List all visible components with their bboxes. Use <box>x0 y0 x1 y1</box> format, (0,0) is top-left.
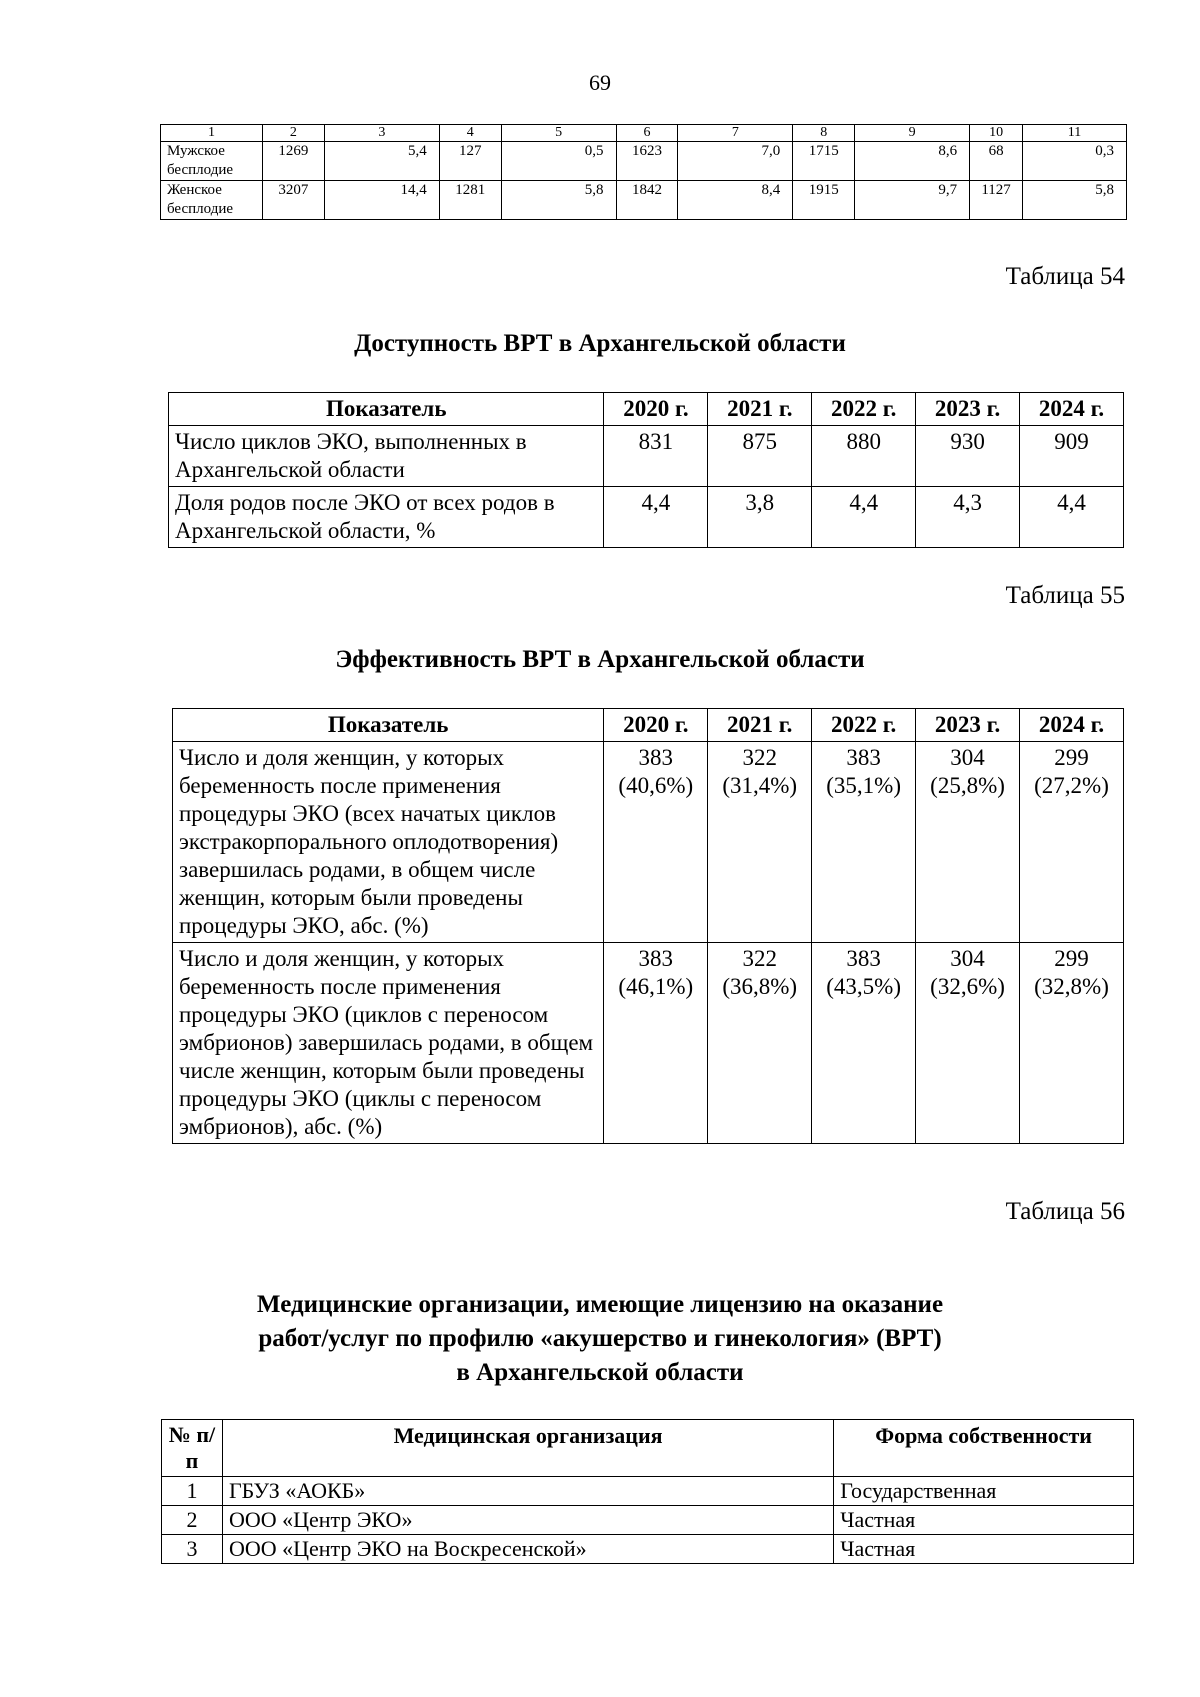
column-header: 2021 г. <box>708 709 812 742</box>
column-header: 2020 г. <box>604 393 708 426</box>
column-header: 2021 г. <box>708 393 812 426</box>
continuation-table <box>160 124 1127 220</box>
table-row <box>161 181 1127 220</box>
table-row <box>169 426 1124 487</box>
table-cell: 8,6 <box>855 142 970 181</box>
abs-value: 383 <box>638 745 674 770</box>
table-56 <box>161 1419 1134 1564</box>
abs-value: 383 <box>846 946 881 971</box>
table-row <box>162 1506 1134 1535</box>
value-cell <box>708 742 812 943</box>
column-number: 10 <box>970 125 1023 142</box>
row-number: 1 <box>162 1477 223 1506</box>
row-number: 3 <box>162 1535 223 1564</box>
ownership-cell: Частная <box>834 1535 1134 1564</box>
table-cell: 7,0 <box>678 142 793 181</box>
table-row <box>161 142 1127 181</box>
column-header: 2022 г. <box>812 709 916 742</box>
column-header: 2022 г. <box>812 393 916 426</box>
indicator-cell: Число и доля женщин, у которых беременность после применения процедуры ЭКО (всех начатых циклов экстракорпорального оплодотворения) завершилась родами, в общем числе женщин, которым были проведены процедуры ЭКО, абс. (%) <box>173 742 604 943</box>
table-row <box>169 487 1124 548</box>
table-55-title: Эффективность ВРТ в Архангельской области <box>335 646 865 673</box>
table-cell: 1623 <box>616 142 678 181</box>
column-number: 2 <box>262 125 324 142</box>
table-54 <box>168 392 1124 548</box>
value-cell <box>604 742 708 943</box>
continuation-header-row <box>161 125 1127 142</box>
value-cell: 3,8 <box>708 487 812 548</box>
indicator-cell: Число и доля женщин, у которых беременность после применения процедуры ЭКО (циклов с переносом эмбрионов) завершилась родами, в общем числе женщин, которым были проведены процедуры ЭКО (циклы с переносом эмбрионов), абс. (%) <box>173 943 604 1144</box>
table-54-title: Доступность ВРТ в Архангельской области <box>354 330 846 357</box>
abs-value: 299 <box>1054 745 1089 770</box>
table-cell: 127 <box>439 142 501 181</box>
pct-value: (40,6%) <box>618 773 694 798</box>
pct-value: (46,1%) <box>618 974 694 999</box>
column-header: 2023 г. <box>916 709 1020 742</box>
value-cell: 930 <box>916 426 1020 487</box>
table-header-row <box>162 1420 1134 1477</box>
table-55-label: Таблица 55 <box>1005 582 1125 609</box>
table-cell: 1269 <box>262 142 324 181</box>
value-cell <box>916 943 1020 1144</box>
value-cell: 875 <box>708 426 812 487</box>
column-number: 9 <box>855 125 970 142</box>
column-number: 7 <box>678 125 793 142</box>
value-cell <box>1020 943 1124 1144</box>
row-number: 2 <box>162 1506 223 1535</box>
pct-value: (25,8%) <box>930 773 1005 798</box>
table-cell: 8,4 <box>678 181 793 220</box>
column-header: Показатель <box>169 393 604 426</box>
value-cell <box>708 943 812 1144</box>
table-row <box>173 742 1124 943</box>
table-cell: 5,4 <box>324 142 439 181</box>
value-cell: 909 <box>1020 426 1124 487</box>
title-line: Медицинские организации, имеющие лицензию на оказание <box>256 1291 944 1318</box>
row-label: Мужское бесплодие <box>161 142 263 181</box>
table-row <box>162 1477 1134 1506</box>
table-header-row <box>173 709 1124 742</box>
value-cell: 4,4 <box>604 487 708 548</box>
table-cell: 1915 <box>793 181 855 220</box>
abs-value: 383 <box>638 946 674 971</box>
value-cell <box>812 943 916 1144</box>
organization-cell: ООО «Центр ЭКО на Воскресенской» <box>222 1535 833 1564</box>
column-number: 5 <box>501 125 616 142</box>
abs-value: 322 <box>742 745 777 770</box>
organization-cell: ГБУЗ «АОКБ» <box>222 1477 833 1506</box>
table-row <box>162 1535 1134 1564</box>
table-56-title <box>0 1288 1200 1390</box>
column-number: 4 <box>439 125 501 142</box>
abs-value: 322 <box>742 946 777 971</box>
column-number: 1 <box>161 125 263 142</box>
column-header: Форма собственности <box>834 1420 1134 1477</box>
value-cell <box>604 943 708 1144</box>
ownership-cell: Государственная <box>834 1477 1134 1506</box>
table-cell: 0,5 <box>501 142 616 181</box>
title-line: работ/услуг по профилю «акушерство и гинекология» (ВРТ) <box>258 1325 942 1352</box>
table-56-label: Таблица 56 <box>1005 1198 1125 1225</box>
organization-cell: ООО «Центр ЭКО» <box>222 1506 833 1535</box>
pct-value: (31,4%) <box>722 773 798 798</box>
pct-value: (27,2%) <box>1034 773 1109 798</box>
table-cell: 5,8 <box>501 181 616 220</box>
abs-value: 304 <box>950 946 985 971</box>
value-cell: 831 <box>604 426 708 487</box>
title-line: в Архангельской области <box>456 1359 744 1386</box>
table-55 <box>172 708 1124 1144</box>
abs-value: 383 <box>846 745 881 770</box>
abs-value: 299 <box>1054 946 1089 971</box>
table-row <box>173 943 1124 1144</box>
pct-value: (35,1%) <box>826 773 901 798</box>
column-header: 2024 г. <box>1020 709 1124 742</box>
column-header: Медицинская организация <box>222 1420 833 1477</box>
value-cell: 880 <box>812 426 916 487</box>
column-number: 6 <box>616 125 678 142</box>
indicator-cell: Число циклов ЭКО, выполненных в Архангельской области <box>169 426 604 487</box>
table-cell: 5,8 <box>1023 181 1127 220</box>
table-cell: 1842 <box>616 181 678 220</box>
column-number: 8 <box>793 125 855 142</box>
column-number: 3 <box>324 125 439 142</box>
table-cell: 14,4 <box>324 181 439 220</box>
pct-value: (32,6%) <box>930 974 1005 999</box>
pct-value: (32,8%) <box>1034 974 1109 999</box>
indicator-cell: Доля родов после ЭКО от всех родов в Архангельской области, % <box>169 487 604 548</box>
table-header-row <box>169 393 1124 426</box>
value-cell <box>812 742 916 943</box>
abs-value: 304 <box>950 745 985 770</box>
table-cell: 3207 <box>262 181 324 220</box>
table-cell: 9,7 <box>855 181 970 220</box>
value-cell: 4,4 <box>1020 487 1124 548</box>
column-header: 2020 г. <box>604 709 708 742</box>
value-cell <box>916 742 1020 943</box>
column-header: 2024 г. <box>1020 393 1124 426</box>
table-cell: 68 <box>970 142 1023 181</box>
pct-value: (43,5%) <box>826 974 901 999</box>
column-header: 2023 г. <box>916 393 1020 426</box>
value-cell: 4,4 <box>812 487 916 548</box>
column-header: Показатель <box>173 709 604 742</box>
column-number: 11 <box>1023 125 1127 142</box>
table-cell: 1281 <box>439 181 501 220</box>
column-header: № п/п <box>162 1420 223 1477</box>
page-number: 69 <box>589 70 611 95</box>
pct-value: (36,8%) <box>722 974 798 999</box>
value-cell <box>1020 742 1124 943</box>
table-cell: 1127 <box>970 181 1023 220</box>
value-cell: 4,3 <box>916 487 1020 548</box>
table-cell: 1715 <box>793 142 855 181</box>
row-label: Женское бесплодие <box>161 181 263 220</box>
table-cell: 0,3 <box>1023 142 1127 181</box>
table-54-label: Таблица 54 <box>1005 263 1125 290</box>
ownership-cell: Частная <box>834 1506 1134 1535</box>
